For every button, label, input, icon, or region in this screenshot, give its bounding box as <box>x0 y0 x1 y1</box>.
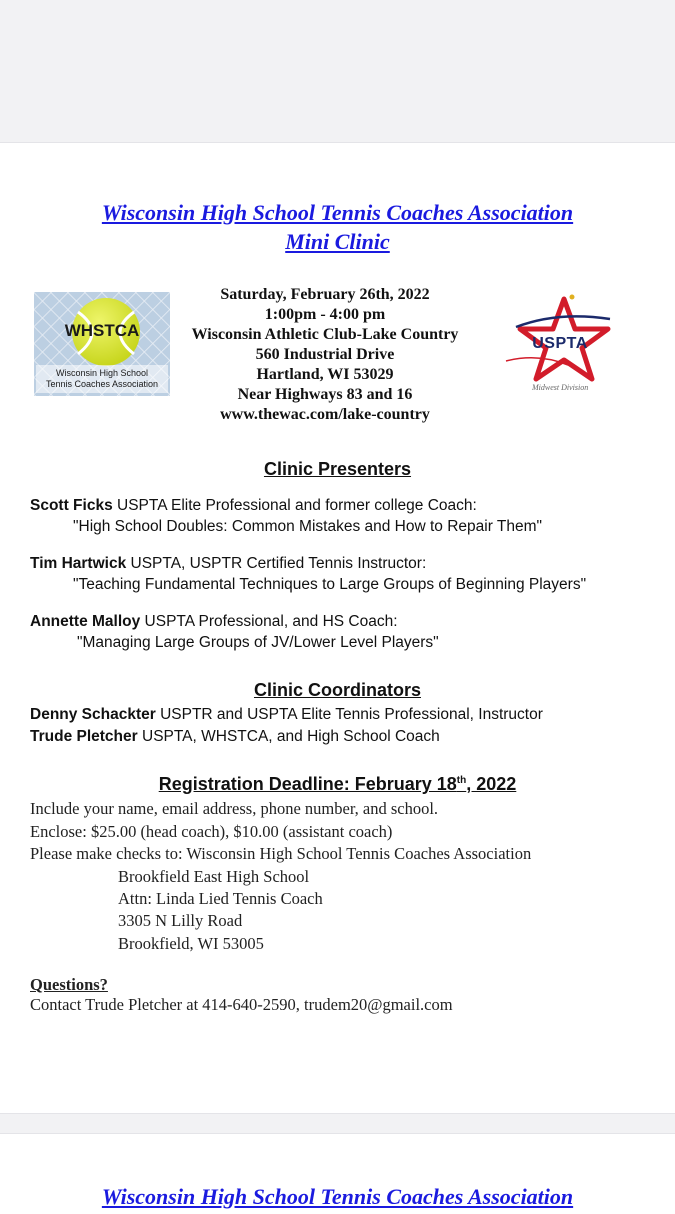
registration-address-3: 3305 N Lilly Road <box>118 911 243 930</box>
registration-include: Include your name, email address, phone number, and school. <box>30 799 439 818</box>
uspta-logo-division: Midwest Division <box>532 383 589 392</box>
registration-address-4: Brookfield, WI 53005 <box>118 934 264 953</box>
event-website[interactable]: www.thewac.com/lake-country <box>220 406 430 423</box>
flyer-title: Wisconsin High School Tennis Coaches Association <box>101 200 574 225</box>
coordinator-2-name: Trude Pletcher <box>30 728 138 745</box>
coordinator-2-role: USPTA, WHSTCA, and High School Coach <box>137 728 440 745</box>
presenter-3-topic: "Managing Large Groups of JV/Lower Level Players" <box>77 634 439 651</box>
questions-contact[interactable]: Contact Trude Pletcher at 414-640-2590, trudem20@gmail.com <box>30 995 453 1014</box>
event-venue: Wisconsin Athletic Club-Lake Country <box>191 326 459 343</box>
flyer-page <box>0 142 675 1114</box>
coordinator-1-role: USPTR and USPTA Elite Tennis Professional, Instructor <box>155 706 543 723</box>
whstca-logo-abbr: WHSTCA <box>64 321 140 340</box>
registration-enclose: Enclose: $25.00 (head coach), $10.00 (assistant coach) <box>30 822 393 841</box>
presenters-heading: Clinic Presenters <box>263 459 412 479</box>
event-date: Saturday, February 26th, 2022 <box>220 286 430 303</box>
presenter-1 <box>30 497 477 515</box>
whstca-logo <box>34 292 170 396</box>
presenter-3 <box>30 613 398 631</box>
presenter-2-name: Tim Hartwick <box>30 555 127 572</box>
next-page-title: Wisconsin High School Tennis Coaches Association <box>101 1184 574 1209</box>
uspta-logo <box>498 291 622 397</box>
event-city: Hartland, WI 53029 <box>256 366 394 383</box>
questions-heading: Questions? <box>30 975 108 994</box>
presenter-2-topic: "Teaching Fundamental Techniques to Large Groups of Beginning Players" <box>73 576 587 593</box>
presenter-3-name: Annette Malloy <box>30 613 141 630</box>
presenter-3-role: USPTA Professional, and HS Coach: <box>140 613 398 630</box>
registration-heading-sup: th <box>456 775 467 786</box>
registration-heading <box>0 774 675 795</box>
registration-address-2: Attn: Linda Lied Tennis Coach <box>118 889 323 908</box>
presenter-1-topic: "High School Doubles: Common Mistakes and How to Repair Them" <box>73 518 543 535</box>
coordinator-2 <box>30 728 440 746</box>
event-street: 560 Industrial Drive <box>255 346 395 363</box>
coordinator-1 <box>30 706 543 724</box>
registration-heading-pre: Registration Deadline: February 18 <box>158 774 457 794</box>
presenter-1-role: USPTA Elite Professional and former college Coach: <box>112 497 477 514</box>
presenter-1-name: Scott Ficks <box>30 497 113 514</box>
presenter-2 <box>30 555 426 573</box>
uspta-logo-abbr: USPTA <box>532 335 588 352</box>
top-margin <box>0 0 675 142</box>
registration-checks: Please make checks to: Wisconsin High School Tennis Coaches Association <box>30 844 532 863</box>
event-time: 1:00pm - 4:00 pm <box>264 306 386 323</box>
coordinator-1-name: Denny Schackter <box>30 706 156 723</box>
whstca-logo-name-line2: Tennis Coaches Association <box>45 379 159 389</box>
whstca-logo-name <box>34 368 170 390</box>
whstca-logo-name-line1: Wisconsin High School <box>55 368 149 378</box>
flyer-subtitle: Mini Clinic <box>285 229 390 254</box>
coordinators-heading: Clinic Coordinators <box>253 680 421 700</box>
registration-address-1: Brookfield East High School <box>118 867 310 886</box>
next-flyer-page <box>0 1133 675 1214</box>
event-details <box>170 285 480 425</box>
registration-heading-post: , 2022 <box>466 774 517 794</box>
event-near: Near Highways 83 and 16 <box>237 386 413 403</box>
presenter-2-role: USPTA, USPTR Certified Tennis Instructor: <box>126 555 427 572</box>
